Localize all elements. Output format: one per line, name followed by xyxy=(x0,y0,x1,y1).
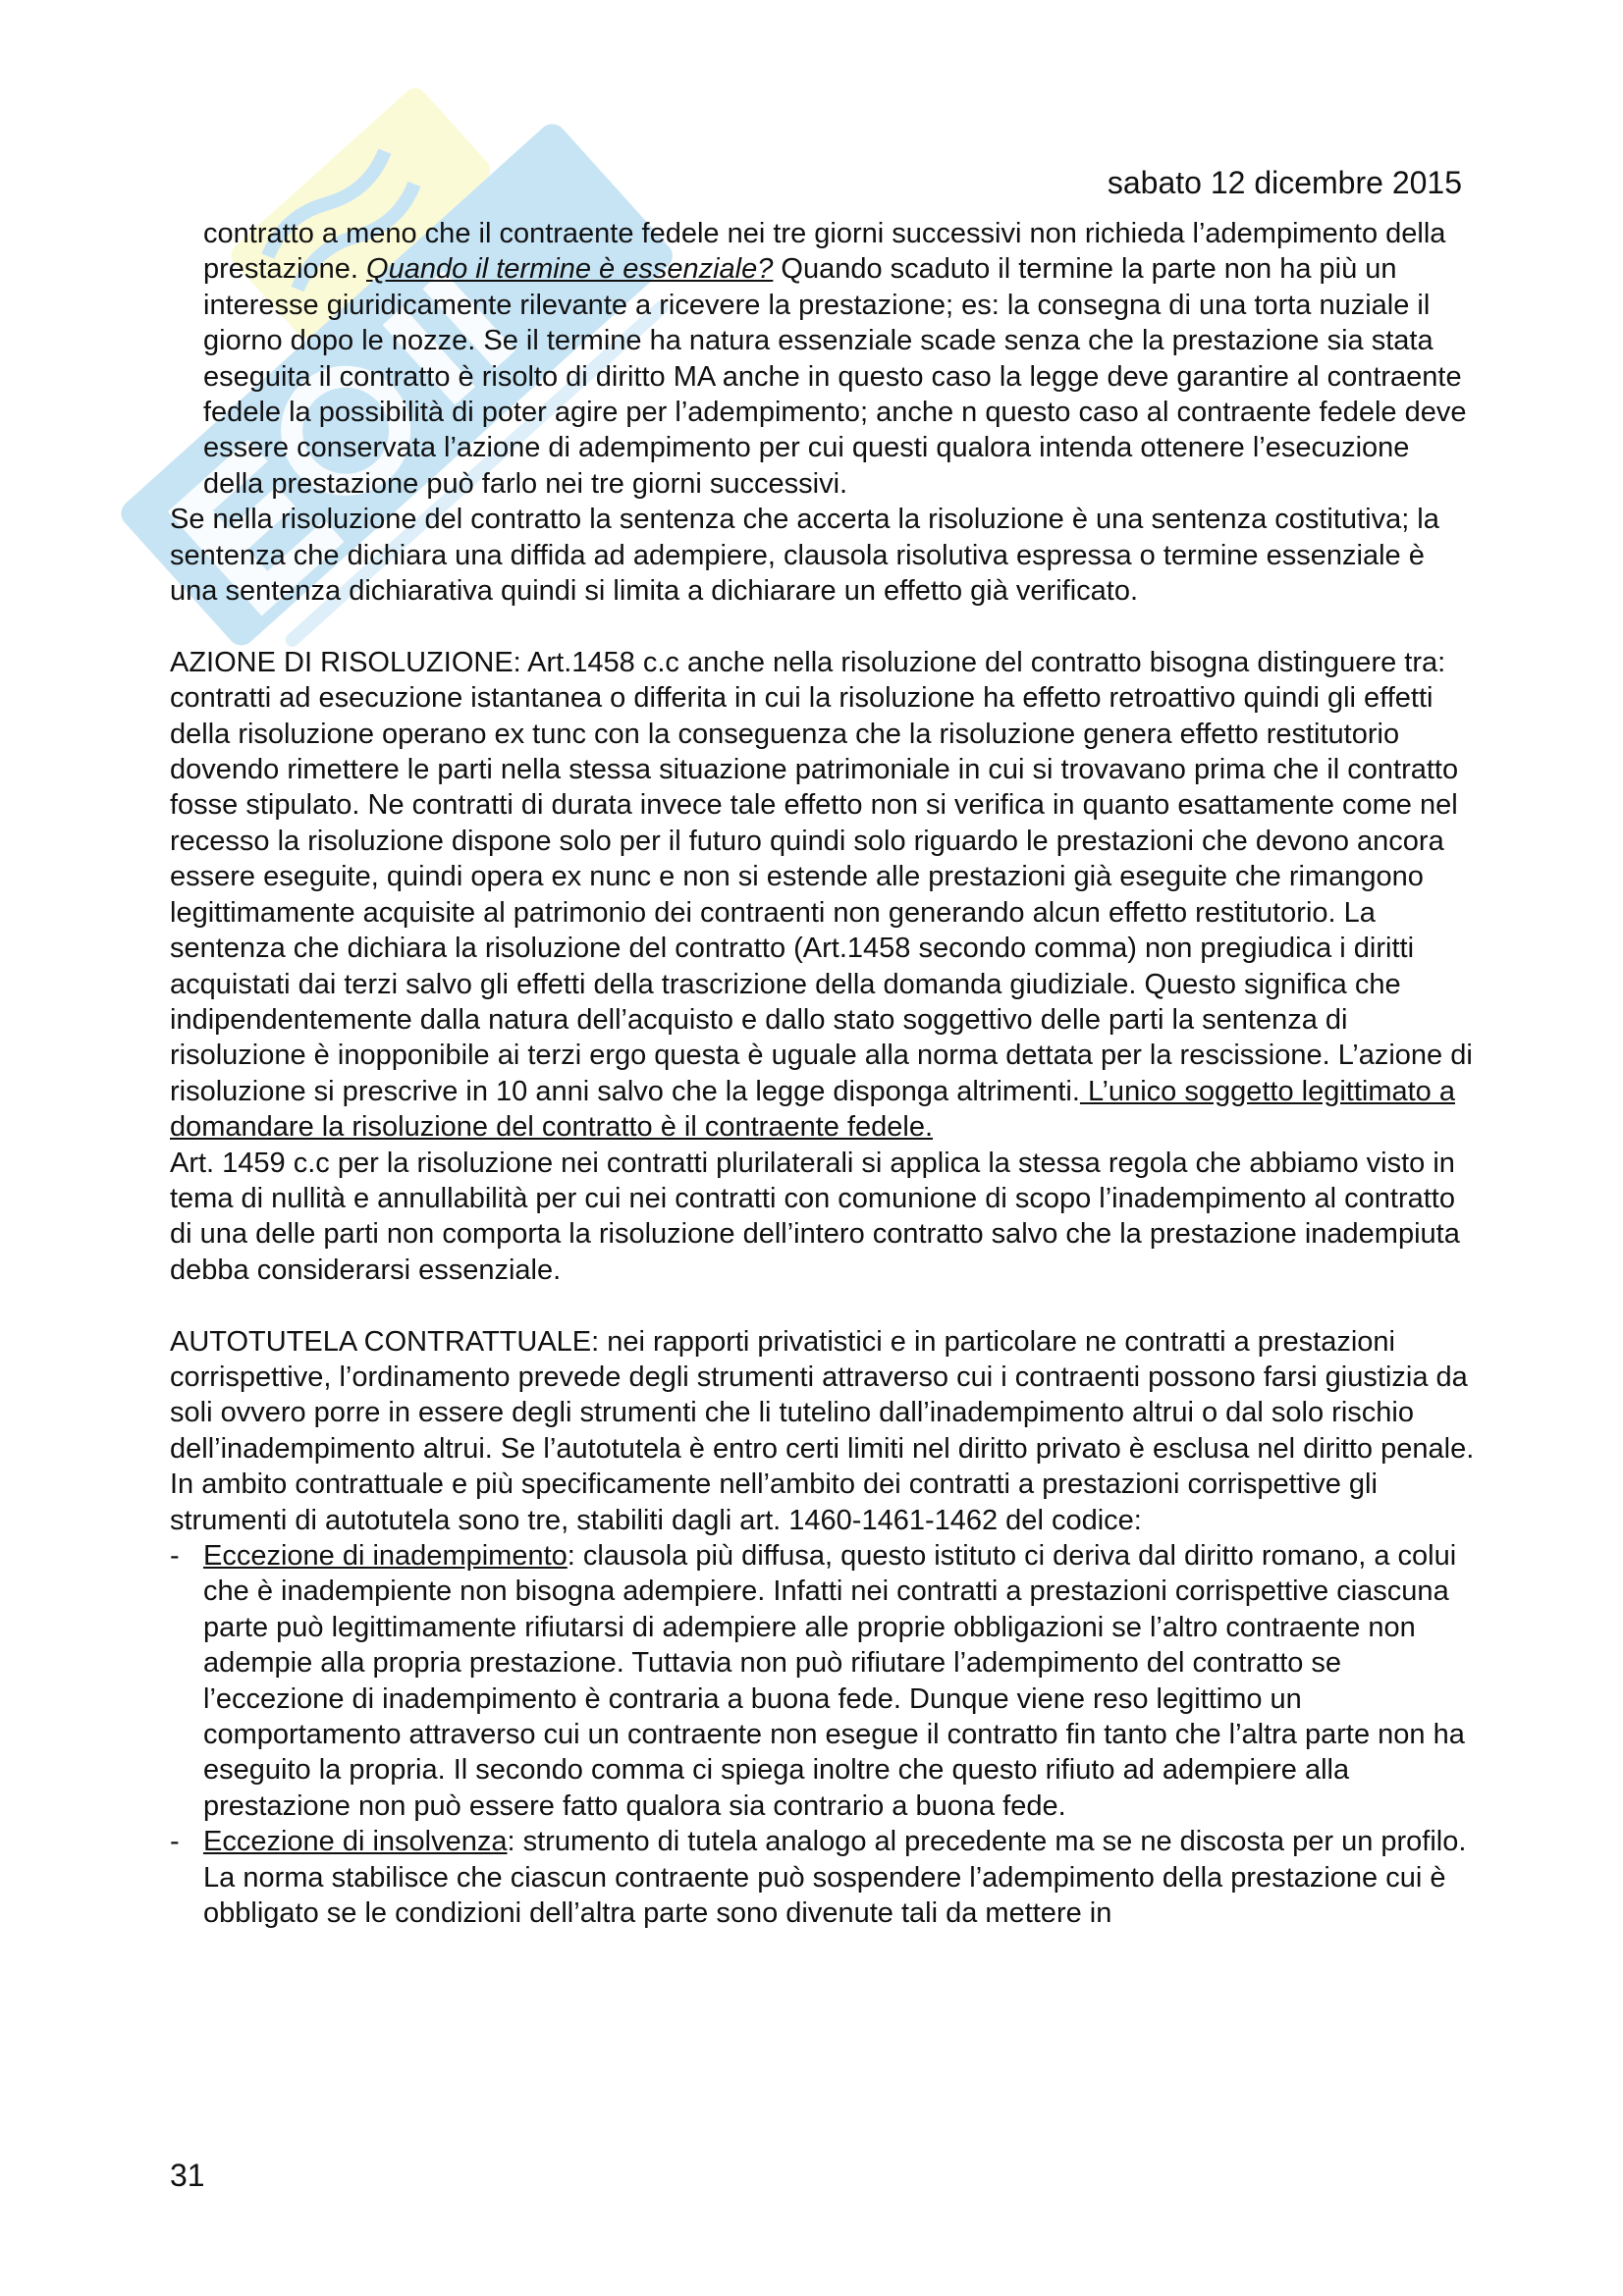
paragraph-autotutela: AUTOTUTELA CONTRATTUALE: nei rapporti privatistici e in particolare ne contratti a prestazioni corrispettive, l’ordinamento prevede degli strumenti attraverso cui i contraenti possono farsi giustizia da soli ovvero porre in essere degli strumenti che li tutelino dall’inadempimento altrui o dal solo rischio dell’inadempimento altrui. Se l’autotutela è entro certi limiti nel diritto privato è esclusa nel diritto penale. In ambito contrattuale e più specificamente nell’ambito dei contratti a prestazioni corrispettive gli strumenti di autotutela sono tre, stabiliti dagli art. 1460-1461-1462 del codice: xyxy=(170,1325,1475,1536)
header-date: sabato 12 dicembre 2015 xyxy=(1107,165,1462,200)
paragraph-text: AZIONE DI RISOLUZIONE: Art.1458 c.c anche nella risoluzione del contratto bisogna distinguere tra: contratti ad esecuzione istantanea o differita in cui la risoluzione ha effetto retroattivo quindi gli effetti della risoluzione operano ex tunc con la conseguenza che la risoluzione genera effetto restitutorio dovendo rimettere le parti nella stessa situazione patrimoniale in cui si trovavano prima che il contratto fosse stipulato. Ne contratti di durata invece tale effetto non si verifica in quanto esattamente come nel recesso la risoluzione dispone solo per il futuro quindi solo riguardo le prestazioni che devono ancora essere eseguite, quindi opera ex nunc e non si estende alle prestazioni già eseguite che rimangono legittimamente acquisite al patrimonio dei contraenti non generando alcun effetto restitutorio. La sentenza che dichiara la risoluzione del contratto (Art.1458 secondo comma) non pregiudica i diritti acquistati dai terzi salvo gli effetti della trascrizione della domanda giudiziale. Questo significa che indipendentemente dalla natura dell’acquisto e dallo stato soggettivo delle parti la sentenza di risoluzione è inopponibile ai terzi ergo questa è uguale alla norma dettata per la rescissione. L’azione di risoluzione si prescrive in 10 anni salvo che la legge disponga altrimenti. xyxy=(170,646,1473,1107)
list-item-text: : strumento di tutela analogo al precedente ma se ne discosta per un profilo. La norma stabilisce che ciascun contraente può sospendere l’adempimento della prestazione cui è obbligato se le condizioni dell’altra parte sono divenute tali da mettere in xyxy=(203,1826,1467,1930)
paragraph-text: Quando scaduto il termine la parte non ha più un interesse giuridicamente rilevante a ricevere la prestazione; es: la consegna di una torta nuziale il giorno dopo le nozze. Se il termine ha natura essenziale scade senza che la prestazione sia stata eseguita il contratto è risolto di diritto MA anche in questo caso la legge deve garantire al contraente fedele la possibilità di poter agire per l’adempimento; anche n questo caso al contraente fedele deve essere conservata l’azione di adempimento per cui questi qualora intenda ottenere l’esecuzione della prestazione può farlo nei tre giorni successivi. xyxy=(203,253,1467,500)
list-marker: - xyxy=(170,1826,180,1858)
paragraph-gap xyxy=(170,609,1476,644)
list-item xyxy=(170,1824,1476,1931)
paragraph-azione-di-risoluzione xyxy=(170,645,1476,1146)
list-item xyxy=(170,1538,1476,1824)
list-item-term: Eccezione di inadempimento xyxy=(203,1540,568,1572)
paragraph-text: contratto a meno che il contraente fedele nei tre giorni successivi non richieda l’adempimento della prestazione. xyxy=(203,218,1446,286)
autotutela-list xyxy=(170,1538,1476,1931)
paragraph-sentenza: Se nella risoluzione del contratto la sentenza che accerta la risoluzione è una sentenza costitutiva; la sentenza che dichiara una diffida ad adempiere, clausola risolutiva espressa o termine essenziale è una sentenza dichiarativa quindi si limita a dichiarare un effetto già verificato. xyxy=(170,504,1439,608)
page-number: 31 xyxy=(170,2158,205,2193)
document-body xyxy=(170,216,1476,1931)
paragraph-termine-essenziale xyxy=(170,216,1476,502)
list-item-text: : clausola più diffusa, questo istituto ci deriva dal diritto romano, a colui che è inadempiente non bisogna adempiere. Infatti nei contratti a prestazioni corrispettive ciascuna parte può legittimamente rifiutarsi di adempiere alle proprie obbligazioni se l’altro contraente non adempie alla propria prestazione. Tuttavia non può rifiutare l’adempimento del contratto se l’eccezione di inadempimento è contraria a buona fede. Dunque viene reso legittimo un comportamento attraverso cui un contraente non esegue il contratto fin tanto che l’altra parte non ha eseguito la propria. Il secondo comma ci spiega inoltre che questo rifiuto ad adempiere alla prestazione non può essere fatto qualora sia contrario a buona fede. xyxy=(203,1540,1465,1822)
list-item-term: Eccezione di insolvenza xyxy=(203,1826,508,1858)
paragraph-gap xyxy=(170,1288,1476,1323)
underlined-sentence: L’unico soggetto legittimato a domandare la risoluzione del contratto è il contraente fedele. xyxy=(170,1075,1455,1144)
paragraph-art-1459: Art. 1459 c.c per la risoluzione nei contratti plurilaterali si applica la stessa regola che abbiamo visto in tema di nullità e annullabilità per cui nei contratti con comunione di scopo l’inadempimento al contratto di una delle parti non comporta la risoluzione dell’intero contratto salvo che la prestazione inadempiuta debba considerarsi essenziale. xyxy=(170,1147,1460,1286)
list-marker: - xyxy=(170,1540,180,1572)
underlined-question: Quando il termine è essenziale? xyxy=(366,253,774,286)
